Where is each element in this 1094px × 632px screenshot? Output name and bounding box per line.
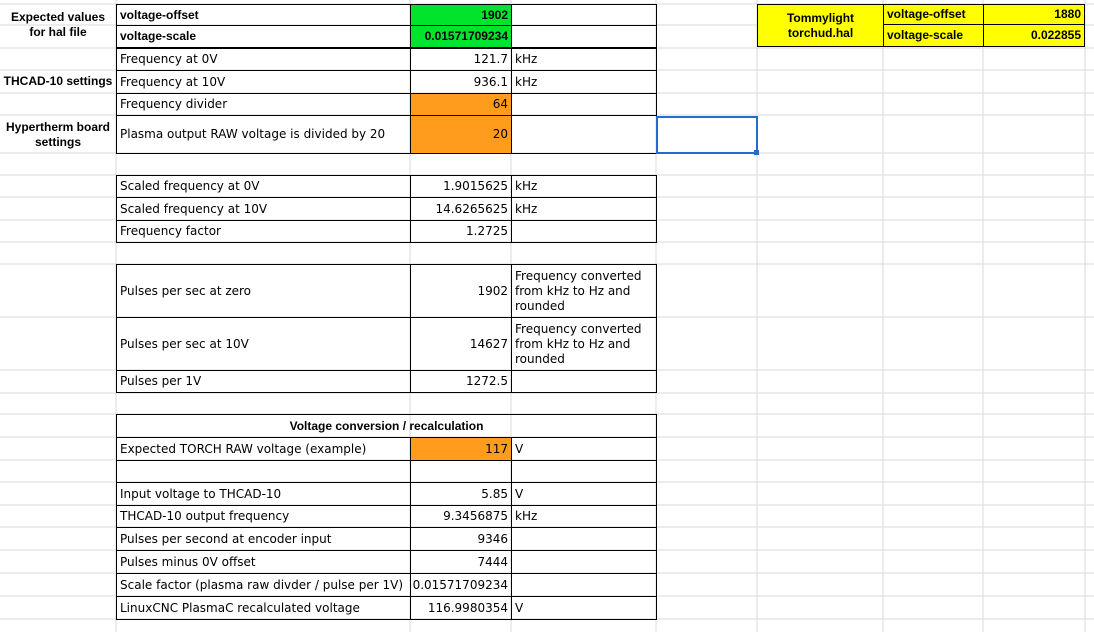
expected-raw-voltage-label[interactable]: Expected TORCH RAW voltage (example) — [116, 437, 411, 461]
scaled-row-label[interactable]: Scaled frequency at 0V — [116, 175, 411, 198]
frequency-divider-value[interactable]: 64 — [410, 93, 512, 116]
thcad-row-unit[interactable] — [511, 93, 657, 116]
hypertherm-row-label[interactable]: Plasma output RAW voltage is divided by 20 — [116, 115, 411, 154]
conv-row-unit[interactable]: kHz — [511, 505, 657, 528]
hal-scale-value[interactable]: 0.01571709234 — [410, 25, 512, 48]
conv-row-label[interactable]: Input voltage to THCAD-10 — [116, 482, 411, 506]
hypertherm-divider-value[interactable]: 20 — [410, 115, 512, 154]
conv-row-label[interactable]: Pulses per second at encoder input — [116, 527, 411, 551]
thcad-row-label[interactable]: Frequency at 10V — [116, 70, 411, 94]
conv-row-unit[interactable]: V — [511, 482, 657, 506]
tommy-offset-value[interactable]: 1880 — [983, 4, 1085, 25]
hal-scale-name[interactable]: voltage-scale — [116, 25, 411, 48]
conv-row-value[interactable]: 0.01571709234 — [410, 573, 512, 597]
hypertherm-settings-label: Hypertherm board settings — [5, 120, 111, 149]
tommy-offset-name[interactable]: voltage-offset — [883, 4, 984, 25]
conv-blank-label[interactable] — [116, 460, 411, 483]
scaled-row-unit[interactable] — [511, 220, 657, 243]
conv-row-label[interactable]: Scale factor (plasma raw divder / pulse per 1V) — [116, 573, 411, 597]
conv-blank-unit[interactable] — [511, 460, 657, 483]
thcad-row-unit[interactable]: kHz — [511, 48, 657, 71]
expected-raw-voltage-value[interactable]: 117 — [410, 437, 512, 461]
thcad-row-label[interactable]: Frequency at 0V — [116, 48, 411, 71]
pulses-row-label[interactable]: Pulses per sec at 10V — [116, 317, 411, 371]
pulses-row-note[interactable]: Frequency converted from kHz to Hz and rounded — [511, 317, 657, 371]
expected-raw-voltage-unit[interactable]: V — [511, 437, 657, 461]
scaled-row-value[interactable]: 1.9015625 — [410, 175, 512, 198]
scaled-row-value[interactable]: 1.2725 — [410, 220, 512, 243]
scaled-row-unit[interactable]: kHz — [511, 175, 657, 198]
conv-row-value[interactable]: 9346 — [410, 527, 512, 551]
tommy-scale-value[interactable]: 0.022855 — [983, 24, 1085, 47]
pulses-row-value[interactable]: 1272.5 — [410, 370, 512, 393]
conv-row-label[interactable]: LinuxCNC PlasmaC recalculated voltage — [116, 596, 411, 620]
tommy-scale-name[interactable]: voltage-scale — [883, 24, 984, 47]
conv-row-value[interactable]: 9.3456875 — [410, 505, 512, 528]
expected-values-label: Expected values for hal file — [10, 10, 106, 39]
conv-row-label[interactable]: Pulses minus 0V offset — [116, 550, 411, 574]
hal-offset-name[interactable]: voltage-offset — [116, 4, 411, 26]
conv-row-value[interactable]: 5.85 — [410, 482, 512, 506]
scaled-row-unit[interactable]: kHz — [511, 197, 657, 221]
pulses-row-note[interactable]: Frequency converted from kHz to Hz and rounded — [511, 264, 657, 318]
thcad-row-unit[interactable]: kHz — [511, 70, 657, 94]
selected-cell[interactable] — [656, 116, 758, 154]
hypertherm-row-unit[interactable] — [511, 115, 657, 154]
scaled-row-label[interactable]: Scaled frequency at 10V — [116, 197, 411, 221]
pulses-row-value[interactable]: 14627 — [410, 317, 512, 371]
conv-blank-value[interactable] — [410, 460, 512, 483]
conv-row-unit[interactable]: V — [511, 596, 657, 620]
thcad-settings-label: THCAD-10 settings — [3, 74, 113, 88]
pulses-row-note[interactable] — [511, 370, 657, 393]
pulses-row-value[interactable]: 1902 — [410, 264, 512, 318]
scaled-row-value[interactable]: 14.6265625 — [410, 197, 512, 221]
hal-scale-empty[interactable] — [511, 25, 657, 48]
conv-row-unit[interactable] — [511, 573, 657, 597]
hal-offset-value[interactable]: 1902 — [410, 4, 512, 26]
conv-row-label[interactable]: THCAD-10 output frequency — [116, 505, 411, 528]
conv-row-value[interactable]: 7444 — [410, 550, 512, 574]
voltage-conversion-header[interactable]: Voltage conversion / recalculation — [116, 414, 657, 438]
scaled-row-label[interactable]: Frequency factor — [116, 220, 411, 243]
tommylight-label[interactable]: Tommylight torchud.hal — [757, 4, 884, 47]
thcad-row-label[interactable]: Frequency divider — [116, 93, 411, 116]
fill-handle[interactable] — [754, 150, 759, 155]
thcad-row-value[interactable]: 121.7 — [410, 48, 512, 71]
recalculated-voltage-value[interactable]: 116.9980354 — [410, 596, 512, 620]
hal-offset-empty[interactable] — [511, 4, 657, 26]
pulses-row-label[interactable]: Pulses per sec at zero — [116, 264, 411, 318]
conv-row-unit[interactable] — [511, 550, 657, 574]
conv-row-unit[interactable] — [511, 527, 657, 551]
pulses-row-label[interactable]: Pulses per 1V — [116, 370, 411, 393]
thcad-row-value[interactable]: 936.1 — [410, 70, 512, 94]
